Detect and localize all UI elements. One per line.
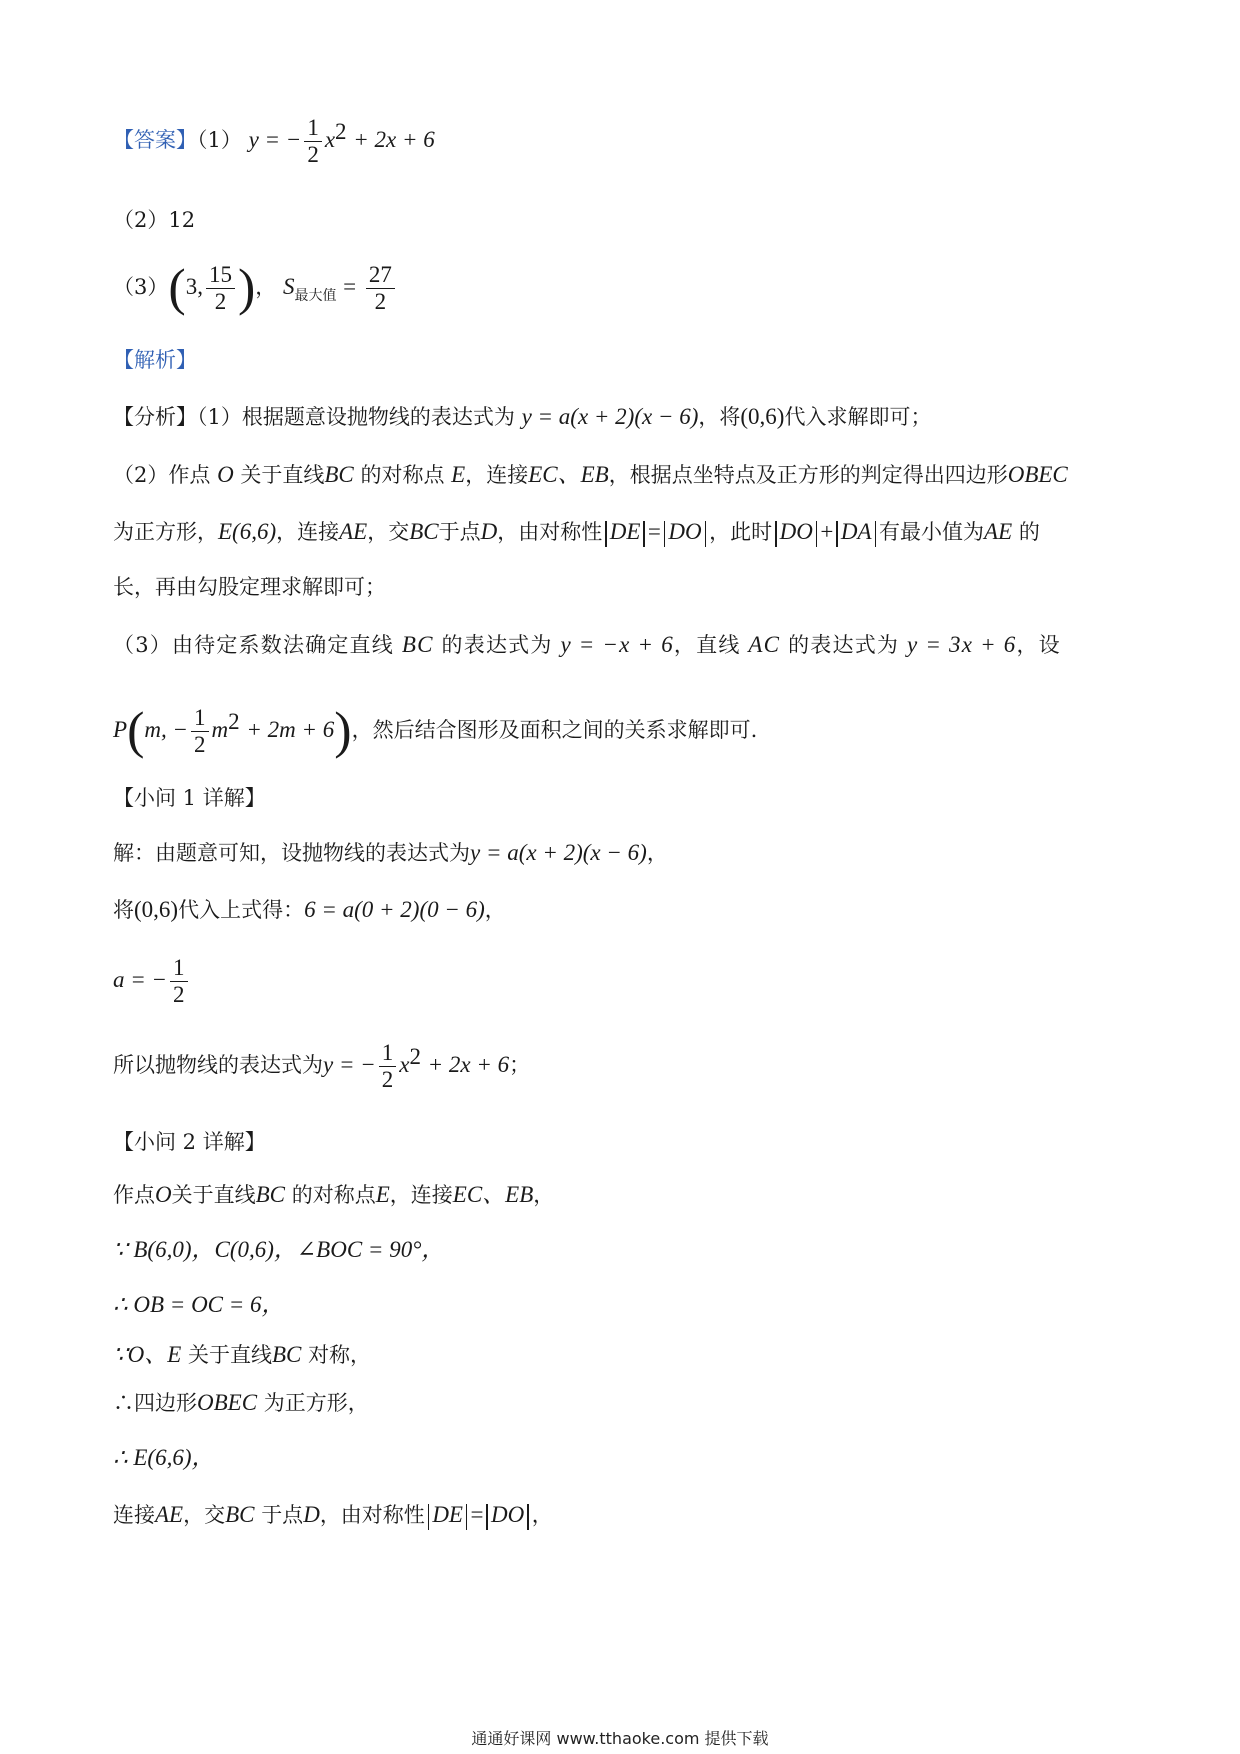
fraction-27-2: $\frac{27}{2}$ [366, 262, 395, 315]
max-value-label: 最大值 [294, 288, 337, 304]
fenxi-line-1: 【分析】（1）根据题意设抛物线的表达式为 y = a(x + 2)(x − 6)，将(0,6)代入求解即可； [113, 404, 932, 429]
footer-download-notice: 通通好课网 www.tthaoke.com 提供下载 [471, 1729, 769, 1748]
q2-line-3: ∴ OB = OC = 6， [113, 1292, 285, 1317]
answer-part3: （3）(3, $\frac{15}{2}$ )， $S_{最大值}$ = $\frac{27}{2}$ [113, 262, 398, 315]
q2-line-4: ∵O、E 关于直线BC 对称， [113, 1342, 372, 1367]
fenxi-line-2: （2）作点 O 关于直线BC 的对称点 E，连接EC、EB，根据点坐特点及正方形的判定得出四边形OBEC [113, 462, 1068, 487]
q1-line-4: 所以抛物线的表达式为y = − $\frac{1}{2}$ $x^2 + 2x + 6$； [113, 1040, 531, 1092]
fraction-15-2: $\frac{15}{2}$ [206, 262, 235, 315]
analysis-tag: 【解析】 [113, 348, 197, 372]
q1-line-1: 解：由题意可知，设抛物线的表达式为y = a(x + 2)(x − 6)， [113, 840, 668, 865]
fenxi-line-5: （3）由待定系数法确定直线 BC 的表达式为 y = −x + 6，直线 AC 的表达式为 y = 3x + 6，设 [113, 632, 1061, 657]
q2-tag: 【小问 2 详解】 [113, 1130, 266, 1154]
q2-line-1: 作点O关于直线BC 的对称点E，连接EC、EB， [113, 1182, 555, 1207]
q1-line-2: 将(0,6)代入上式得：6 = a(0 + 2)(0 − 6)， [113, 897, 506, 922]
fraction-half: $\frac{1}{2}$ [304, 115, 322, 168]
answer-p1-tail: + 2x + 6 [353, 127, 435, 152]
q2-line-7: 连接AE，交BC 于点D，由对称性 DE = DO ， [113, 1500, 553, 1530]
q1-line-3: a = − $\frac{1}{2}$ [113, 955, 191, 1008]
q2-line-2: ∵ B(6,0)，C(0,6)，∠BOC = 90°， [113, 1237, 445, 1262]
answer-part1: 【答案】（1） y = − $\frac{1}{2}$ $x^2 + 2x + 6$ [113, 115, 435, 167]
answer-p1-label: （1） [197, 128, 242, 152]
fenxi-line-6: P(m, − $\frac{1}{2}$ $m^2 + 2m + 6$)，然后结合图形及面积之间的关系求解即可. [113, 702, 758, 760]
q1-tag: 【小问 1 详解】 [113, 786, 266, 810]
answer-part2: （2）12 [113, 208, 196, 232]
fenxi-line-4: 长，再由勾股定理求解即可； [113, 575, 386, 599]
q2-line-6: ∴ E(6,6)， [113, 1445, 215, 1470]
answer-tag: 【答案】 [113, 128, 197, 152]
q2-line-5: ∴四边形OBEC 为正方形， [113, 1390, 369, 1415]
fenxi-line-3: 为正方形，E(6,6)，连接AE，交BC于点D，由对称性 DE = DO ，此时 DO + DA 有最小值为AE 的 [113, 517, 1040, 547]
y-eq: y = − [248, 127, 302, 152]
